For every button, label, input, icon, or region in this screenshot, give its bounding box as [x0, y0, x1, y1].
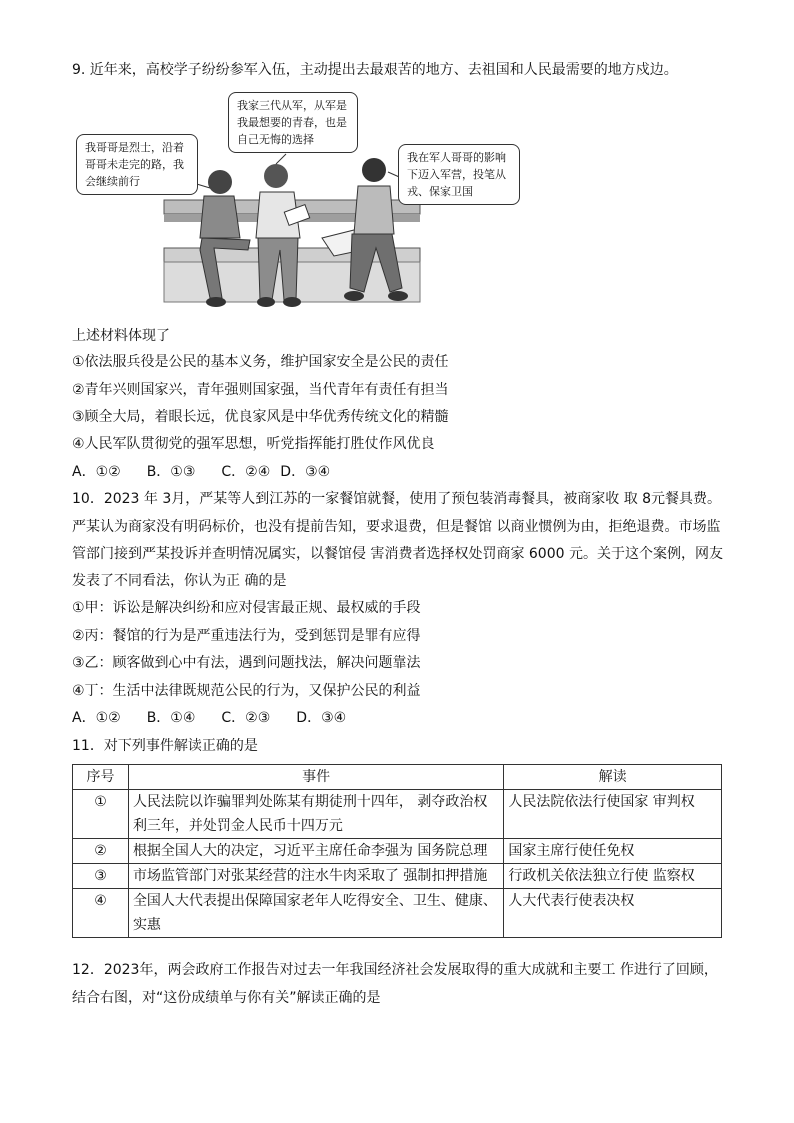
row-reading: 行政机关依法独立行使 监察权 — [504, 864, 722, 889]
q10-item-2: ②丙：餐馆的行为是严重违法行为，受到惩罚是罪有应得 — [72, 628, 421, 644]
q12-line-1: 12．2023年，两会政府工作报告对过去一年我国经济社会发展取得的重大成就和主要工 作进行了回顾， — [72, 962, 718, 978]
table-row — [73, 839, 722, 864]
row-no: ④ — [73, 889, 129, 938]
row-event: 市场监管部门对张某经营的注水牛肉采取了 强制扣押措施 — [128, 864, 503, 889]
q10-options — [72, 708, 372, 728]
q9-option-b[interactable]: B．①③ — [146, 464, 196, 480]
q9-item-4: ④人民军队贯彻党的强军思想，听党指挥能打胜仗作风优良 — [72, 436, 435, 452]
row-no: ② — [73, 839, 129, 864]
q9-prompt: 上述材料体现了 — [72, 328, 170, 344]
row-reading: 人民法院依法行使国家 审判权 — [504, 790, 722, 839]
row-event: 根据全国人大的决定，习近平主席任命李强为 国务院总理 — [128, 839, 503, 864]
speech-bubble-middle: 我家三代从军，从军是我最想要的青春，也是自己无悔的选择 — [228, 92, 358, 153]
q10-item-3: ③乙：顾客做到心中有法，遇到问题找法，解决问题靠法 — [72, 655, 421, 671]
row-reading: 人大代表行使表决权 — [504, 889, 722, 938]
q12-line-2: 结合右图，对“这份成绩单与你有关”解读正确的是 — [72, 990, 381, 1006]
q9-option-c[interactable]: C．②④ — [221, 464, 271, 480]
q11-stem: 11．对下列事件解读正确的是 — [72, 738, 258, 754]
table-row — [73, 864, 722, 889]
q10-item-4: ④丁：生活中法律既规范公民的行为，又保护公民的利益 — [72, 683, 421, 699]
q9-item-3: ③顾全大局，着眼长远，优良家风是中华优秀传统文化的精髓 — [72, 409, 449, 425]
table-row — [73, 889, 722, 938]
q10-line-4: 发表了不同看法，你认为正 确的是 — [72, 573, 287, 589]
q10-option-b[interactable]: B．①④ — [146, 710, 196, 726]
q9-item-1: ①依法服兵役是公民的基本义务，维护国家安全是公民的责任 — [72, 354, 449, 370]
q10-option-c[interactable]: C．②③ — [221, 710, 271, 726]
q9-option-d[interactable]: D．③④ — [280, 464, 331, 480]
row-reading: 国家主席行使任免权 — [504, 839, 722, 864]
row-event: 全国人大代表提出保障国家老年人吃得安全、卫生、健康、实惠 — [128, 889, 503, 938]
speech-bubble-left: 我哥哥是烈士，沿着哥哥未走完的路，我会继续前行 — [76, 134, 198, 195]
q9-stem: 9. 近年来，高校学子纷纷参军入伍，主动提出去最艰苦的地方、去祖国和人民最需要的地方戍边。 — [72, 62, 678, 78]
q9-illustration — [72, 88, 522, 320]
q9-item-2: ②青年兴则国家兴，青年强则国家强，当代青年有责任有担当 — [72, 382, 449, 398]
row-no: ① — [73, 790, 129, 839]
speech-bubble-right: 我在军人哥哥的影响下迈入军营，投笔从戎、保家卫国 — [398, 144, 520, 205]
row-no: ③ — [73, 864, 129, 889]
header-no: 序号 — [73, 765, 129, 790]
q10-line-3: 管部门接到严某投诉并查明情况属实，以餐馆侵 害消费者选择权处罚商家 6000 元。关于这个案例，网友 — [72, 546, 723, 562]
q10-line-1: 10．2023 年 3月，严某等人到江苏的一家餐馆就餐，使用了预包装消毒餐具，被商家收 取 8元餐具费。 — [72, 491, 722, 507]
header-event: 事件 — [128, 765, 503, 790]
table-row — [73, 790, 722, 839]
q10-option-d[interactable]: D．③④ — [296, 710, 347, 726]
q10-item-1: ①甲：诉讼是解决纠纷和应对侵害最正规、最权威的手段 — [72, 600, 421, 616]
row-event: 人民法院以诈骗罪判处陈某有期徒刑十四年， 剥夺政治权利三年，并处罚金人民币十四万元 — [128, 790, 503, 839]
table-header-row — [73, 765, 722, 790]
q10-option-a[interactable]: A．①② — [72, 710, 121, 726]
header-reading: 解读 — [504, 765, 722, 790]
q10-line-2: 严某认为商家没有明码标价，也没有提前告知，要求退费，但是餐馆 以商业惯例为由，拒绝退费。市场监 — [72, 519, 721, 535]
q9-option-a[interactable]: A．①② — [72, 464, 121, 480]
q11-table — [72, 764, 722, 938]
q9-options — [72, 462, 356, 482]
